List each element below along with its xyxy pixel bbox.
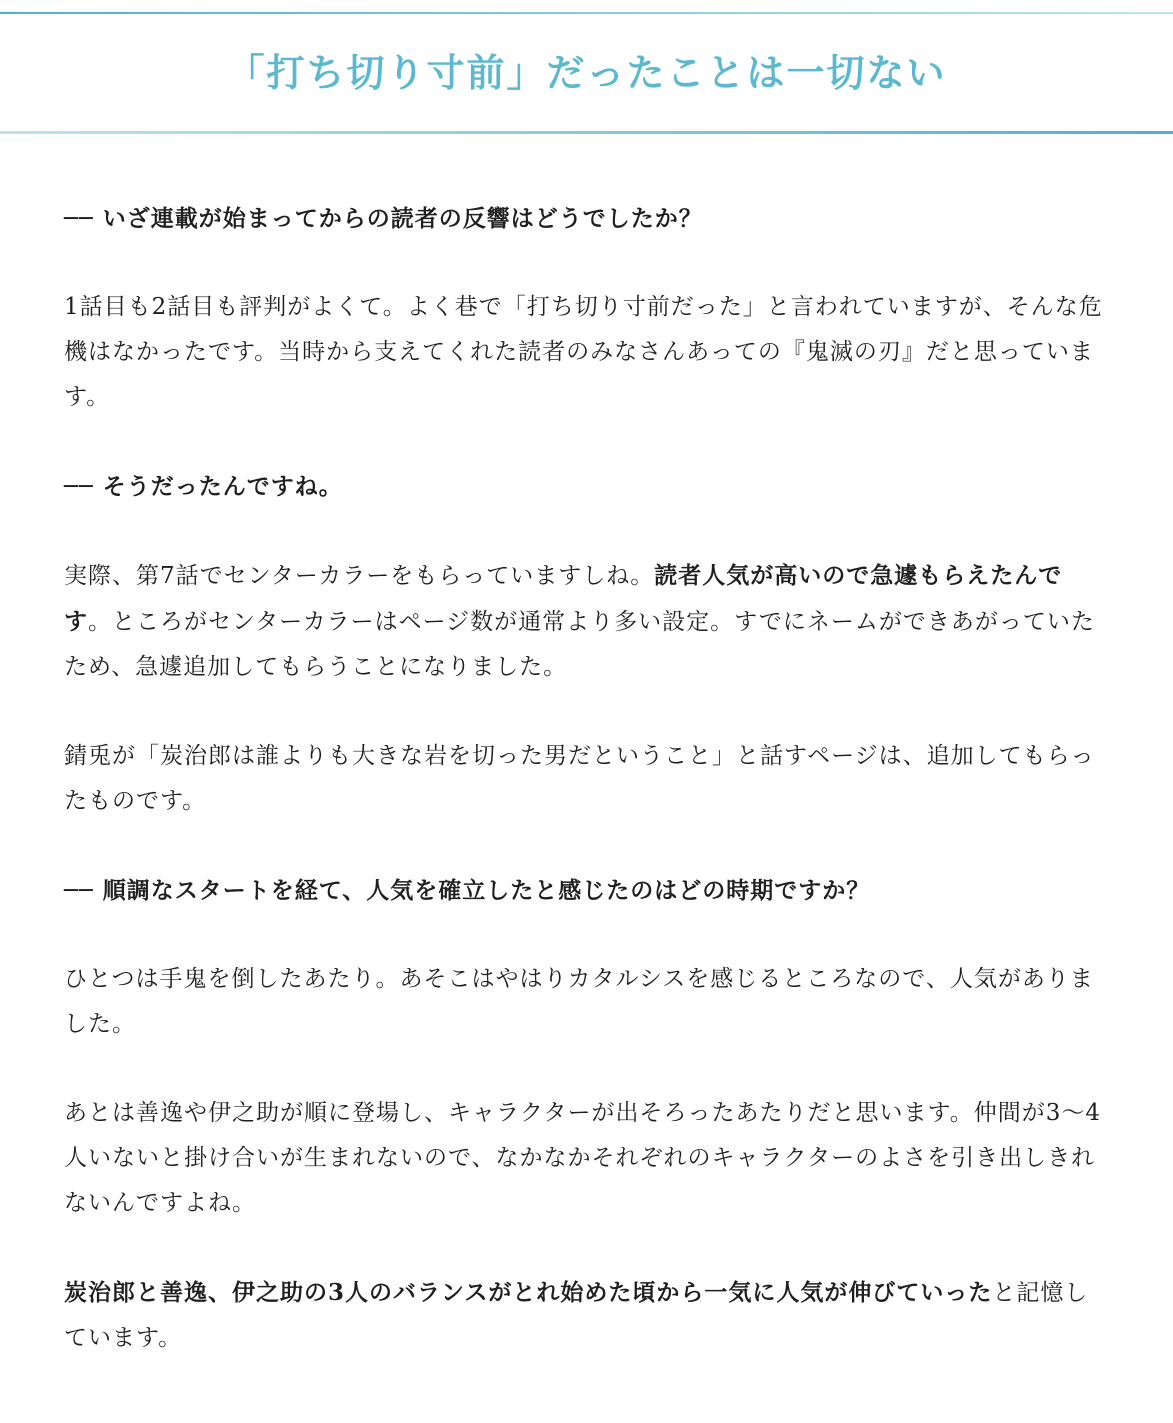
answer-2 <box>64 553 1110 690</box>
answer-1: 1話目も2話目も評判がよくて。よく巷で「打ち切り寸前だった」と言われていますが、そんな危機はなかったです。当時から支えてくれた読者のみなさんあっての『鬼滅の刃』だと思っています。 <box>64 294 1103 410</box>
answer-4: ひとつは手鬼を倒したあたり。あそこはやはりカタルシスを感じるところなので、人気がありました。 <box>64 966 1094 1037</box>
answer-2-text-end: 。ところがセンターカラーはページ数が通常より多い設定。すでにネームができあがっていたため、急遽追加してもらうことになりました。 <box>64 609 1095 680</box>
heading-top-rule <box>0 12 1173 14</box>
answer-6 <box>64 1270 1110 1361</box>
heading-bottom-rule <box>0 131 1173 134</box>
section-heading <box>0 12 1173 134</box>
answer-5: あとは善逸や伊之助が順に登場し、キャラクターが出そろったあたりだと思います。仲間が3〜4人いないと掛け合いが生まれないので、なかなかそれぞれのキャラクターのよさを引き出しきれないんですよね。 <box>64 1100 1101 1216</box>
answer-6-text-end: と記憶しています。 <box>64 1280 1089 1351</box>
question-1: ── いざ連載が始まってからの読者の反響はどうでしたか？ <box>64 205 703 232</box>
article-body <box>64 196 1110 1405</box>
question-3: ── 順調なスタートを経て、人気を確立したと感じたのはどの時期ですか？ <box>64 877 871 904</box>
answer-6-emphasis: 炭治郎と善逸、伊之助の3人のバランスがとれ始めた頃から一気に人気が伸びていった <box>64 1279 993 1306</box>
answer-2-emphasis: 読者人気が高いので急遽もらえたんです <box>64 562 1063 635</box>
question-2: ── そうだったんですね。 <box>64 473 343 500</box>
heading-title: 「打ち切り寸前」だったことは一切ない <box>226 50 947 95</box>
answer-2-text-start: 実際、第7話でセンターカラーをもらっていますしね。 <box>64 563 655 589</box>
answer-3: 錆兎が「炭治郎は誰よりも大きな岩を切った男だということ」と話すページは、追加してもらったものです。 <box>64 743 1095 814</box>
